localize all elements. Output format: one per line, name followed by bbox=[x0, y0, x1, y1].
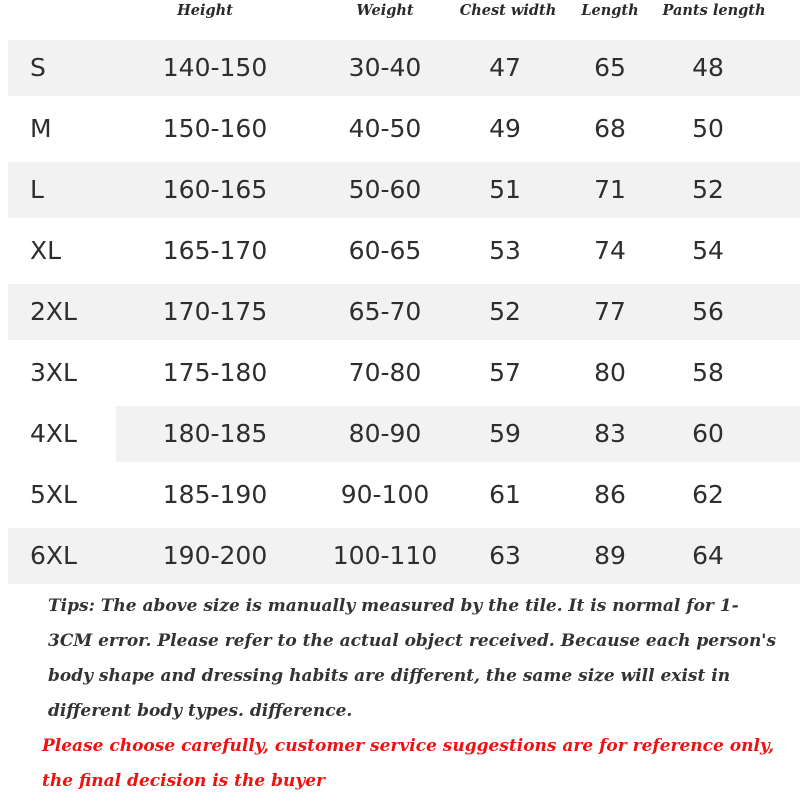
size-label: S bbox=[30, 53, 46, 82]
chest-cell: 47 bbox=[489, 53, 521, 82]
weight-cell: 30-40 bbox=[348, 53, 422, 82]
table-row bbox=[0, 464, 800, 524]
table-row bbox=[0, 98, 800, 158]
weight-cell: 40-50 bbox=[348, 114, 422, 143]
pants-cell: 64 bbox=[692, 541, 724, 570]
length-cell: 89 bbox=[594, 541, 626, 570]
pants-cell: 50 bbox=[692, 114, 724, 143]
height-cell: 180-185 bbox=[162, 419, 268, 448]
length-cell: 86 bbox=[594, 480, 626, 509]
chest-cell: 57 bbox=[489, 358, 521, 387]
height-cell: 160-165 bbox=[162, 175, 268, 204]
height-cell: 175-180 bbox=[162, 358, 268, 387]
chest-cell: 53 bbox=[489, 236, 521, 265]
height-cell: 140-150 bbox=[162, 53, 268, 82]
pants-cell: 60 bbox=[692, 419, 724, 448]
weight-cell: 70-80 bbox=[348, 358, 422, 387]
length-cell: 65 bbox=[594, 53, 626, 82]
height-cell: 150-160 bbox=[162, 114, 268, 143]
table-row bbox=[0, 281, 800, 341]
table-row bbox=[0, 37, 800, 97]
warning-note: Please choose carefully, customer service suggestions are for reference only, the final decision is the buyer bbox=[42, 736, 775, 791]
size-label: 2XL bbox=[30, 297, 77, 326]
pants-cell: 48 bbox=[692, 53, 724, 82]
pants-cell: 58 bbox=[692, 358, 724, 387]
weight-cell: 100-110 bbox=[332, 541, 438, 570]
height-cell: 165-170 bbox=[162, 236, 268, 265]
tips-note: Tips: The above size is manually measured by the tile. It is normal for 1-3CM error. Please refer to the actual object received. Because each person's body shape and dressing habits are different, the same size will exist in different body types. difference. bbox=[48, 596, 777, 721]
table-row bbox=[0, 159, 800, 219]
header-chest-width: Chest width bbox=[459, 2, 557, 19]
chest-cell: 52 bbox=[489, 297, 521, 326]
size-label: XL bbox=[30, 236, 62, 265]
length-cell: 83 bbox=[594, 419, 626, 448]
length-cell: 71 bbox=[594, 175, 626, 204]
pants-cell: 56 bbox=[692, 297, 724, 326]
header-weight: Weight bbox=[356, 2, 414, 19]
size-label: 5XL bbox=[30, 480, 77, 509]
chest-cell: 51 bbox=[489, 175, 521, 204]
chest-cell: 59 bbox=[489, 419, 521, 448]
height-cell: 170-175 bbox=[162, 297, 268, 326]
table-row bbox=[0, 220, 800, 280]
weight-cell: 60-65 bbox=[348, 236, 422, 265]
size-label: M bbox=[30, 114, 52, 143]
chest-cell: 63 bbox=[489, 541, 521, 570]
length-cell: 74 bbox=[594, 236, 626, 265]
header-length: Length bbox=[581, 2, 639, 19]
size-label: 4XL bbox=[30, 419, 77, 448]
weight-cell: 50-60 bbox=[348, 175, 422, 204]
chest-cell: 49 bbox=[489, 114, 521, 143]
header-height: Height bbox=[177, 2, 233, 19]
size-label: L bbox=[30, 175, 44, 204]
height-cell: 190-200 bbox=[162, 541, 268, 570]
table-row bbox=[0, 342, 800, 402]
length-cell: 77 bbox=[594, 297, 626, 326]
pants-cell: 54 bbox=[692, 236, 724, 265]
weight-cell: 80-90 bbox=[348, 419, 422, 448]
length-cell: 80 bbox=[594, 358, 626, 387]
height-cell: 185-190 bbox=[162, 480, 268, 509]
table-header bbox=[0, 0, 800, 34]
weight-cell: 65-70 bbox=[348, 297, 422, 326]
size-label: 3XL bbox=[30, 358, 77, 387]
weight-cell: 90-100 bbox=[340, 480, 430, 509]
table-row bbox=[0, 525, 800, 585]
length-cell: 68 bbox=[594, 114, 626, 143]
header-pants-length: Pants length bbox=[662, 2, 766, 19]
pants-cell: 62 bbox=[692, 480, 724, 509]
chest-cell: 61 bbox=[489, 480, 521, 509]
pants-cell: 52 bbox=[692, 175, 724, 204]
table-row bbox=[0, 403, 800, 463]
size-label: 6XL bbox=[30, 541, 77, 570]
